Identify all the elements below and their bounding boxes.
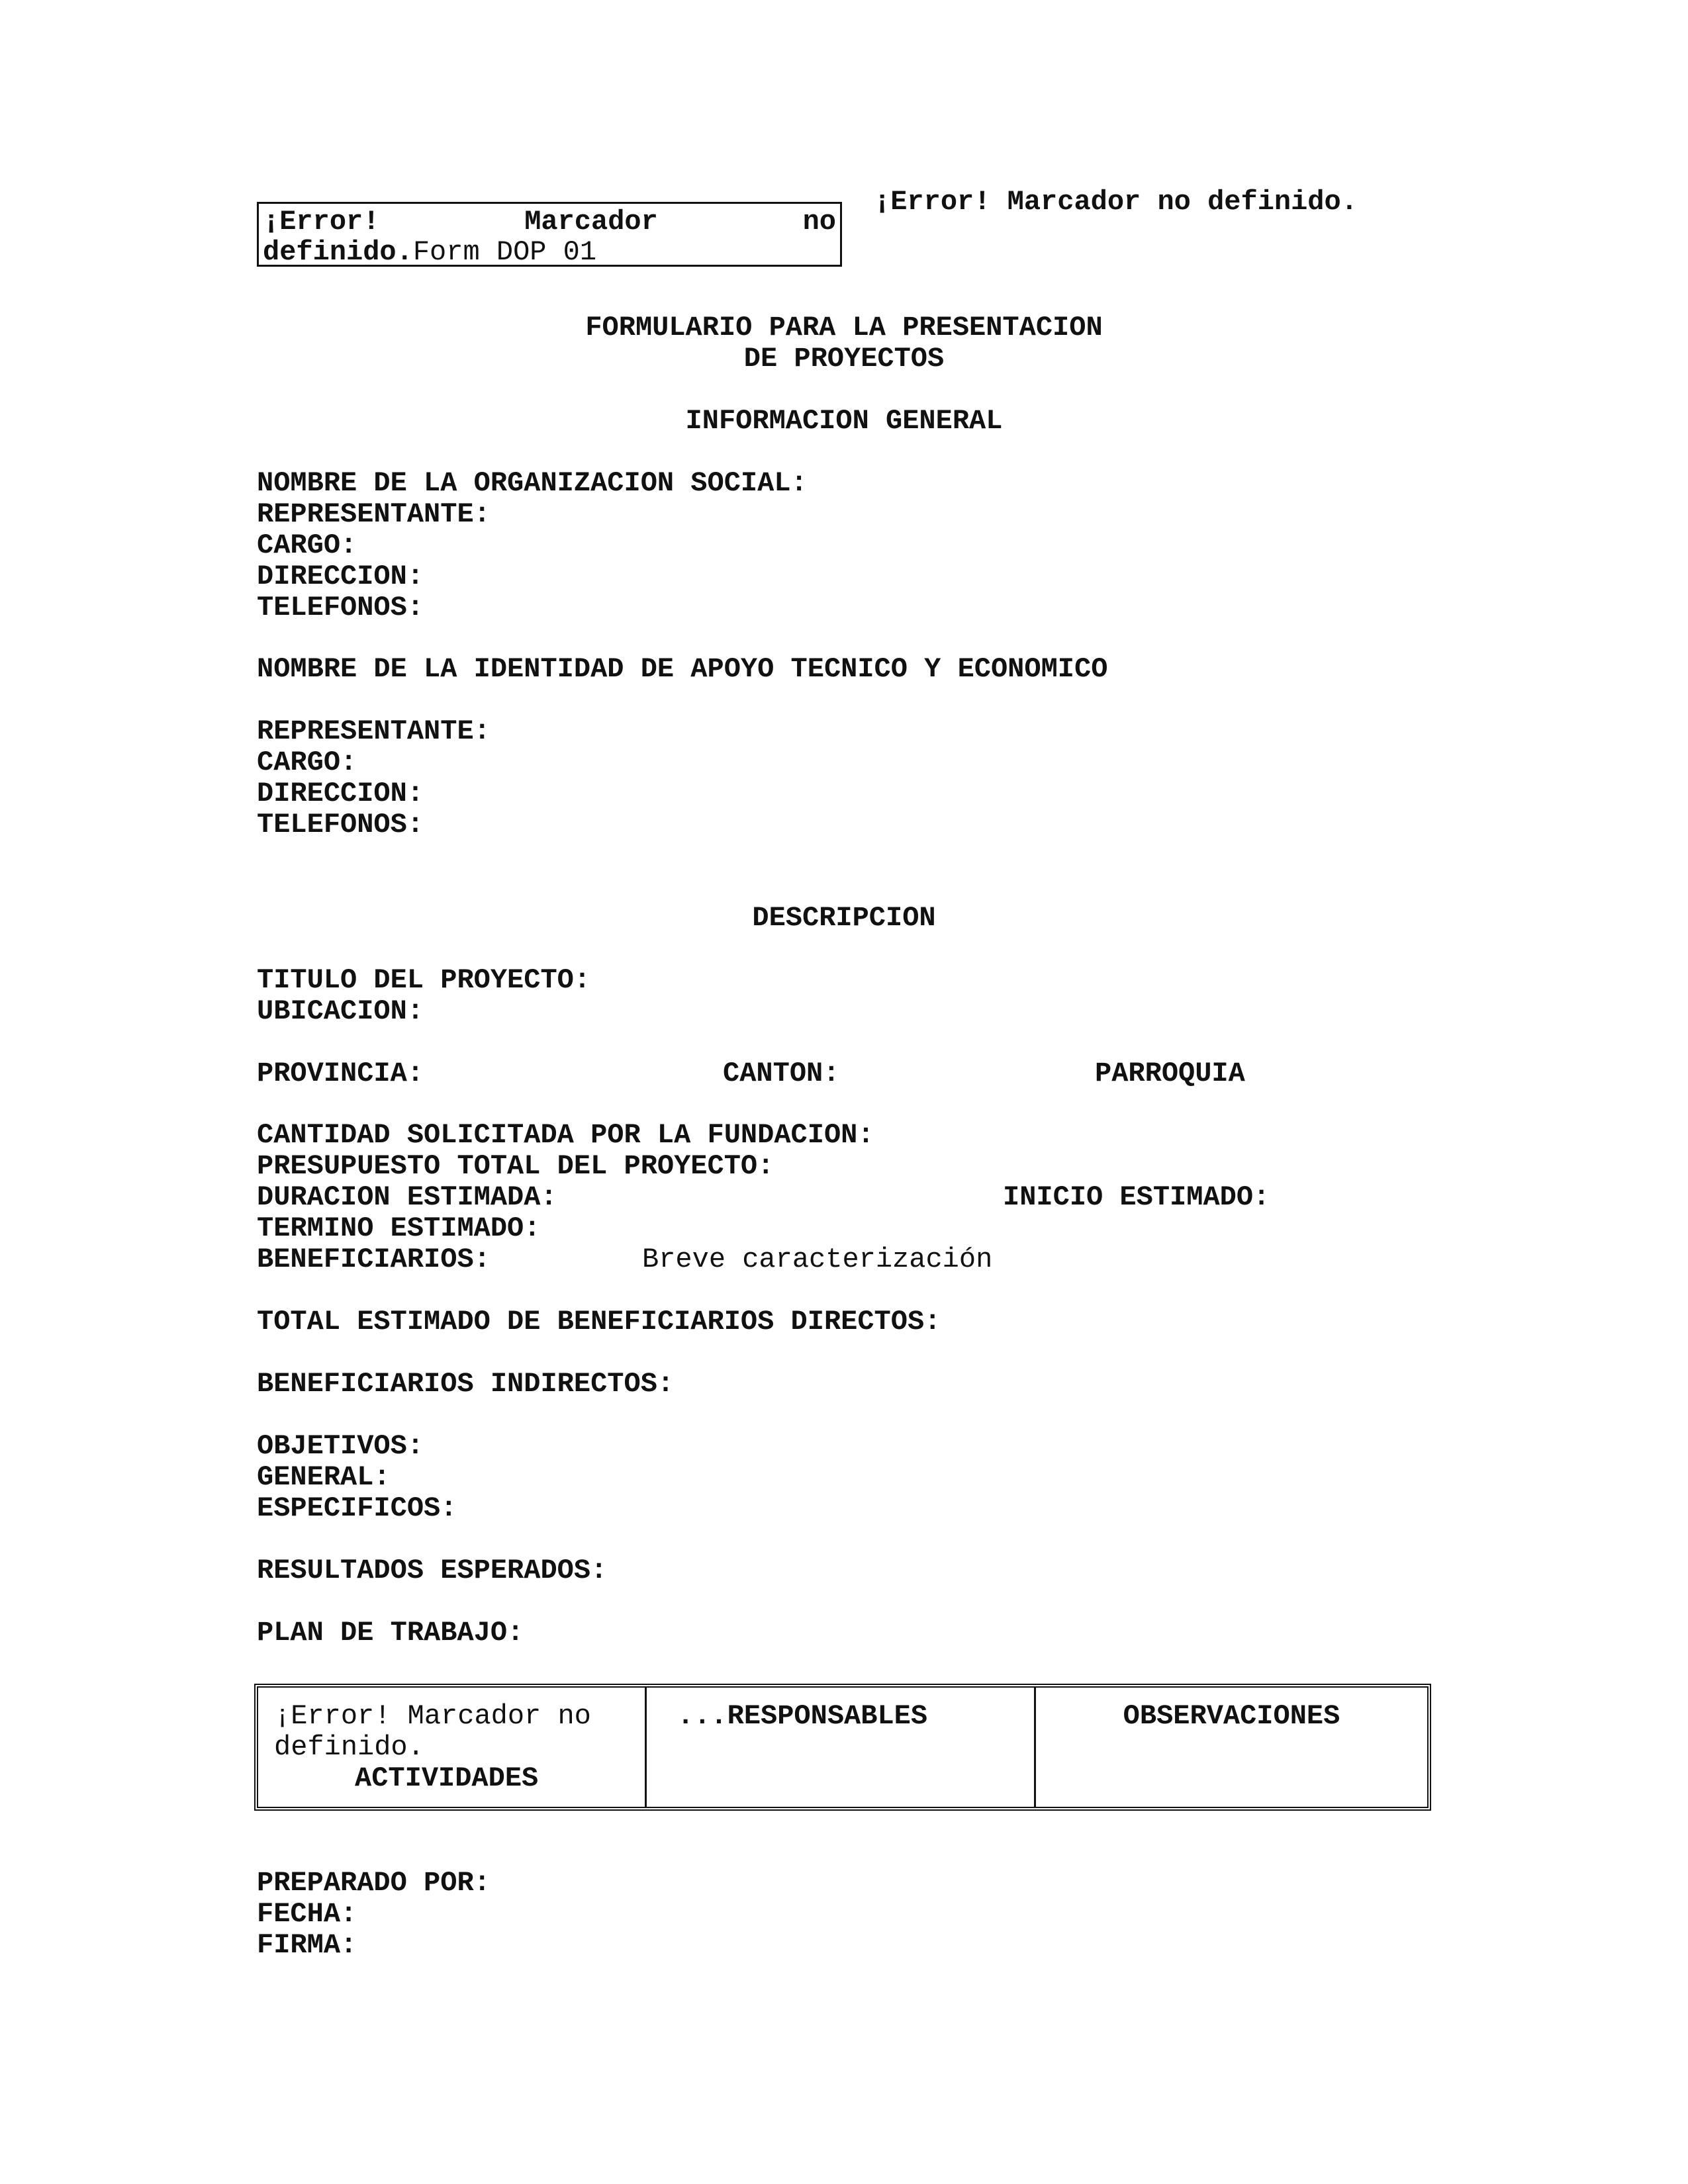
table-error-line-1: ¡Error! Marcador no	[274, 1700, 591, 1732]
form-title-line-1: FORMULARIO PARA LA PRESENTACION	[585, 312, 1103, 343]
form-box-error-line	[263, 206, 836, 238]
label-support-nombre: NOMBRE DE LA IDENTIDAD DE APOYO TECNICO Y ECONOMICO	[257, 653, 1108, 685]
label-preparado-por: PREPARADO POR:	[257, 1867, 491, 1899]
label-beneficiarios-indirectos: BENEFICIARIOS INDIRECTOS:	[257, 1368, 675, 1400]
form-box-error-word-2: Marcador	[524, 206, 658, 238]
label-total-beneficiarios-directos: TOTAL ESTIMADO DE BENEFICIARIOS DIRECTOS:	[257, 1306, 941, 1338]
label-cantidad-solicitada: CANTIDAD SOLICITADA POR LA FUNDACION:	[257, 1119, 874, 1151]
label-parroquia: PARROQUIA	[1095, 1058, 1245, 1089]
label-duracion-estimada: DURACION ESTIMADA:	[257, 1181, 557, 1213]
label-presupuesto-total: PRESUPUESTO TOTAL DEL PROYECTO:	[257, 1150, 774, 1182]
label-titulo-proyecto: TITULO DEL PROYECTO:	[257, 964, 591, 996]
label-org-telefonos: TELEFONOS:	[257, 592, 424, 623]
label-support-cargo: CARGO:	[257, 747, 357, 778]
label-objetivos-especificos: ESPECIFICOS:	[257, 1492, 457, 1524]
label-inicio-estimado: INICIO ESTIMADO:	[1003, 1181, 1270, 1213]
label-provincia: PROVINCIA:	[257, 1058, 424, 1089]
section-informacion-general: INFORMACION GENERAL	[685, 405, 1003, 437]
table-error-line-2: definido.	[274, 1731, 424, 1763]
beneficiarios-note: Breve caracterización	[642, 1244, 993, 1275]
label-org-cargo: CARGO:	[257, 529, 357, 561]
label-termino-estimado: TERMINO ESTIMADO:	[257, 1212, 541, 1244]
header-error-text: ¡Error! Marcador no definido.	[874, 186, 1358, 218]
label-ubicacion: UBICACION:	[257, 995, 424, 1027]
table-header-observaciones: OBSERVACIONES	[1123, 1700, 1340, 1732]
form-box-error-word-1: ¡Error!	[263, 206, 380, 238]
form-title-line-2: DE PROYECTOS	[743, 343, 945, 375]
label-canton: CANTON:	[723, 1058, 840, 1089]
label-firma: FIRMA:	[257, 1929, 357, 1961]
form-box-error-tail: definido.	[263, 236, 413, 268]
table-header-actividades: ACTIVIDADES	[355, 1762, 539, 1794]
table-header-cell-actividades	[258, 1688, 647, 1807]
label-objetivos: OBJETIVOS:	[257, 1430, 424, 1462]
label-fecha: FECHA:	[257, 1898, 357, 1930]
form-code: Form DOP 01	[412, 236, 597, 268]
table-header-cell-observaciones	[1036, 1688, 1427, 1807]
form-box-error-word-3: no	[802, 206, 836, 238]
label-org-representante: REPRESENTANTE:	[257, 498, 491, 530]
label-org-direccion: DIRECCION:	[257, 561, 424, 592]
label-beneficiarios: BENEFICIARIOS:	[257, 1244, 491, 1275]
form-box-code-line	[263, 237, 596, 268]
label-support-representante: REPRESENTANTE:	[257, 715, 491, 747]
table-header-cell-responsables	[647, 1688, 1036, 1807]
table-header-responsables: ...RESPONSABLES	[677, 1700, 928, 1732]
label-resultados-esperados: RESULTADOS ESPERADOS:	[257, 1555, 608, 1586]
form-code-box	[257, 202, 842, 267]
label-objetivo-general: GENERAL:	[257, 1461, 391, 1493]
plan-trabajo-table	[254, 1684, 1431, 1811]
label-org-nombre: NOMBRE DE LA ORGANIZACION SOCIAL:	[257, 467, 808, 499]
label-support-telefonos: TELEFONOS:	[257, 809, 424, 841]
label-plan-trabajo: PLAN DE TRABAJO:	[257, 1617, 524, 1649]
section-descripcion: DESCRIPCION	[752, 902, 936, 934]
label-support-direccion: DIRECCION:	[257, 778, 424, 809]
